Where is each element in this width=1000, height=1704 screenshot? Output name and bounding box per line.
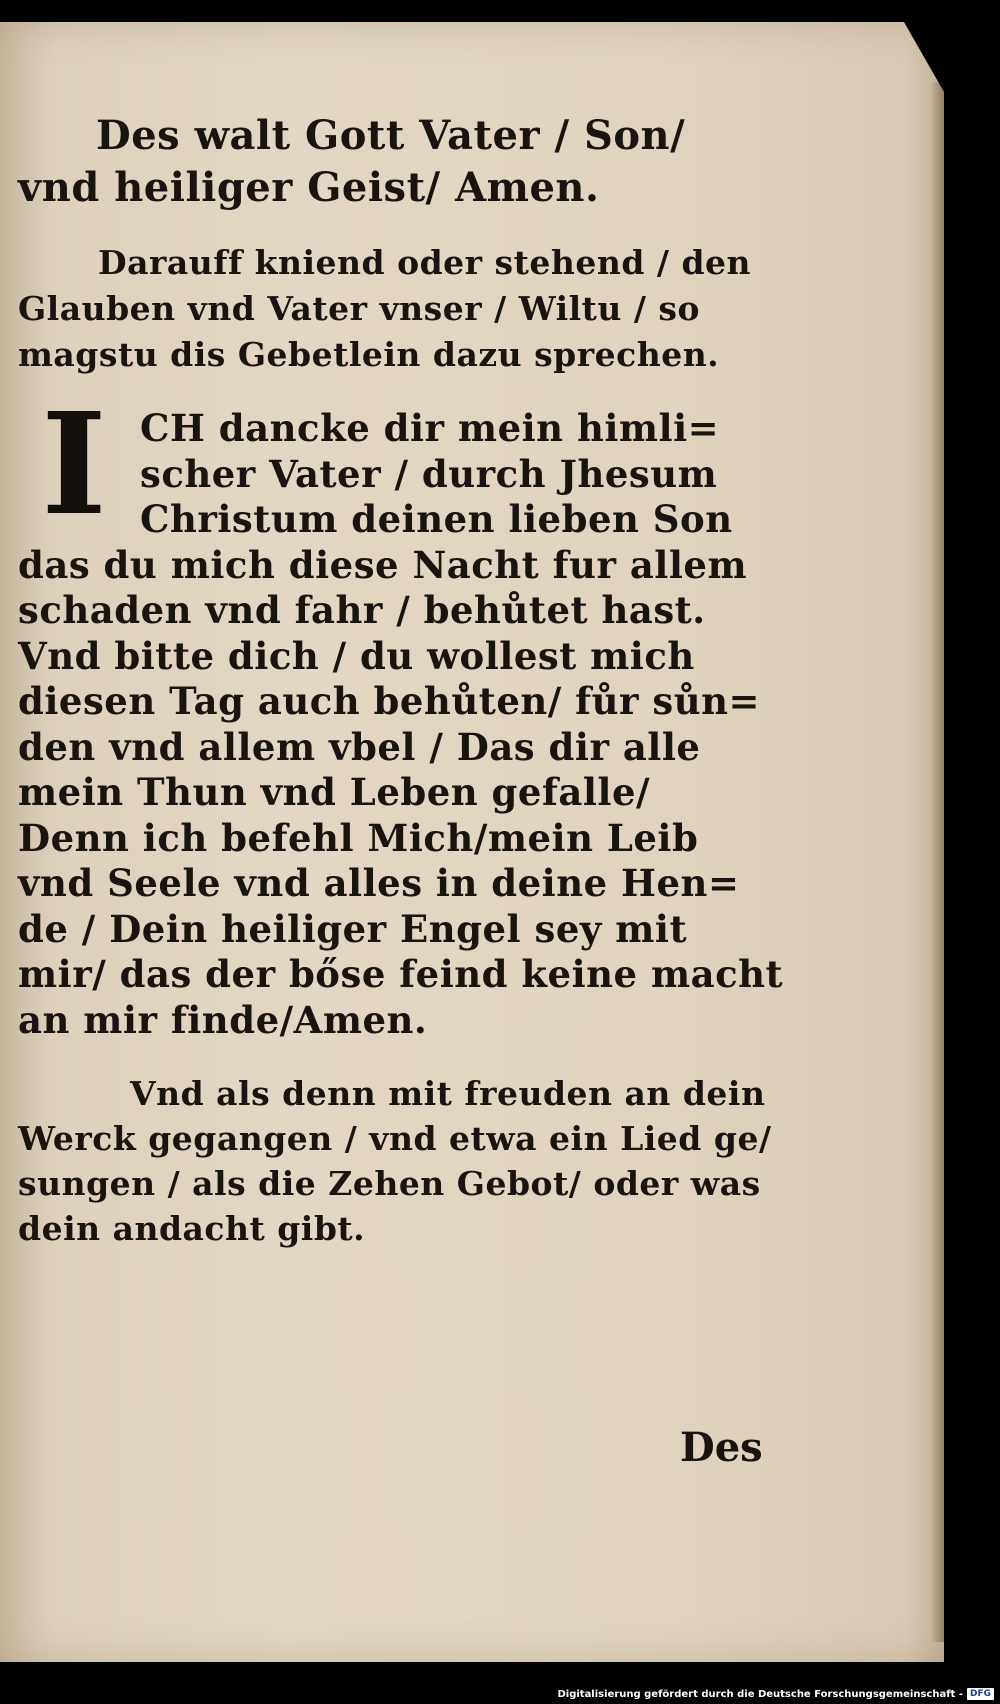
page-edge-shadow	[930, 82, 944, 1642]
text-line: scher Vater / durch Jhesum	[140, 451, 718, 496]
text-line: Christum deinen lieben Son	[140, 497, 733, 541]
text-line: diesen Tag auch behůten/ fůr sůn=	[18, 679, 760, 723]
text-line: de / Dein heiliger Engel sey mit	[18, 906, 688, 951]
decorated-initial: I	[41, 383, 107, 547]
text-line: an mir finde/Amen.	[18, 997, 428, 1042]
text-line: mir/ das der bőse feind keine macht	[18, 952, 784, 996]
page-text	[18, 110, 798, 1251]
text-line: das du mich diese Nacht fur allem	[18, 542, 748, 587]
text-line: schaden vnd fahr / behůtet hast.	[18, 588, 706, 632]
text-line: Werck gegangen / vnd etwa ein Lied ge/	[18, 1119, 772, 1158]
text-line: mein Thun vnd Leben gefalle/	[18, 770, 651, 814]
dfg-logo: DFG	[967, 1688, 994, 1700]
text-line: vnd Seele vnd alles in deine Hen=	[18, 861, 740, 905]
text-line: Vnd als denn mit freuden an dein	[130, 1074, 766, 1113]
funding-notice: Digitalisierung gefördert durch die Deutsche Forschungsgemeinschaft -	[557, 1688, 963, 1700]
text-line: Denn ich befehl Mich/mein Leib	[18, 815, 699, 860]
paragraph-1	[18, 110, 798, 214]
book-page	[0, 22, 944, 1662]
text-line: vnd heiliger Geist/ Amen.	[18, 164, 600, 211]
text-line: CH dancke dir mein himli=	[140, 406, 720, 450]
digitization-footer	[557, 1688, 994, 1700]
text-line: dein andacht gibt.	[18, 1209, 366, 1248]
text-line: den vnd allem vbel / Das dir alle	[18, 724, 701, 769]
catchword: Des	[680, 1424, 763, 1471]
text-line: sungen / als die Zehen Gebot/ oder was	[18, 1164, 761, 1203]
text-line: Glauben vnd Vater vnser / Wiltu / so	[18, 289, 701, 328]
text-line: Des walt Gott Vater / Son/	[96, 112, 686, 159]
text-line: Vnd bitte dich / du wollest mich	[18, 633, 695, 678]
paragraph-4	[18, 1071, 798, 1251]
text-line: Darauff kniend oder stehend / den	[98, 243, 752, 282]
text-line: magstu dis Gebetlein dazu sprechen.	[18, 335, 720, 374]
paragraph-3-prayer	[18, 383, 798, 1043]
paragraph-2	[18, 240, 798, 378]
